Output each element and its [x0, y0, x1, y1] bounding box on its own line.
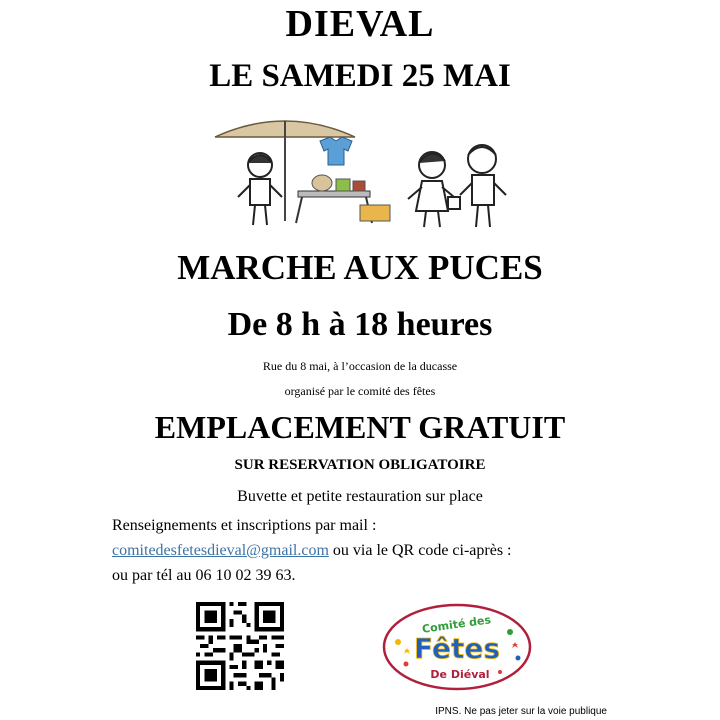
- buyer-man-icon: [460, 145, 506, 227]
- qr-code-text: ou via le QR code ci-après :: [328, 542, 512, 559]
- seller-figure-icon: [238, 153, 282, 225]
- phone-period: .: [291, 567, 296, 584]
- qr-code-icon[interactable]: [196, 602, 284, 690]
- shirt-icon: [320, 137, 352, 165]
- reservation-notice: SUR RESERVATION OBLIGATOIRE: [234, 457, 486, 473]
- logo-line-3: De Diéval: [430, 668, 490, 681]
- logo-line-2: Fêtes: [413, 632, 501, 665]
- refreshments-line: Buvette et petite restauration sur place: [237, 488, 483, 505]
- buyer-woman-icon: [408, 152, 460, 227]
- organizer-line: organisé par le comité des fêtes: [284, 384, 436, 398]
- logo-line-1: Comité des: [421, 613, 492, 636]
- location-line: Rue du 8 mai, à l’occasion de la ducasse: [262, 359, 458, 373]
- contact-phone-line: [112, 563, 296, 588]
- free-pitch-heading: EMPLACEMENT GRATUIT: [154, 409, 566, 445]
- ipns-notice: IPNS. Ne pas jeter sur la voie publique: [435, 706, 607, 717]
- event-date: LE SAMEDI 25 MAI: [209, 58, 511, 94]
- town-title: DIEVAL: [285, 3, 435, 45]
- opening-hours: De 8 h à 18 heures: [227, 306, 493, 343]
- comite-des-fetes-logo: [380, 602, 535, 692]
- event-name: MARCHE AUX PUCES: [177, 248, 543, 287]
- contact-intro: Renseignements et inscriptions par mail :: [112, 517, 377, 534]
- email-link[interactable]: comitedesfetesdieval@gmail.com: [112, 542, 329, 559]
- flea-market-illustration: [210, 103, 530, 233]
- contact-email-line: [112, 538, 512, 563]
- phone-text: ou par tél au 06 10 02 39 63: [112, 567, 292, 584]
